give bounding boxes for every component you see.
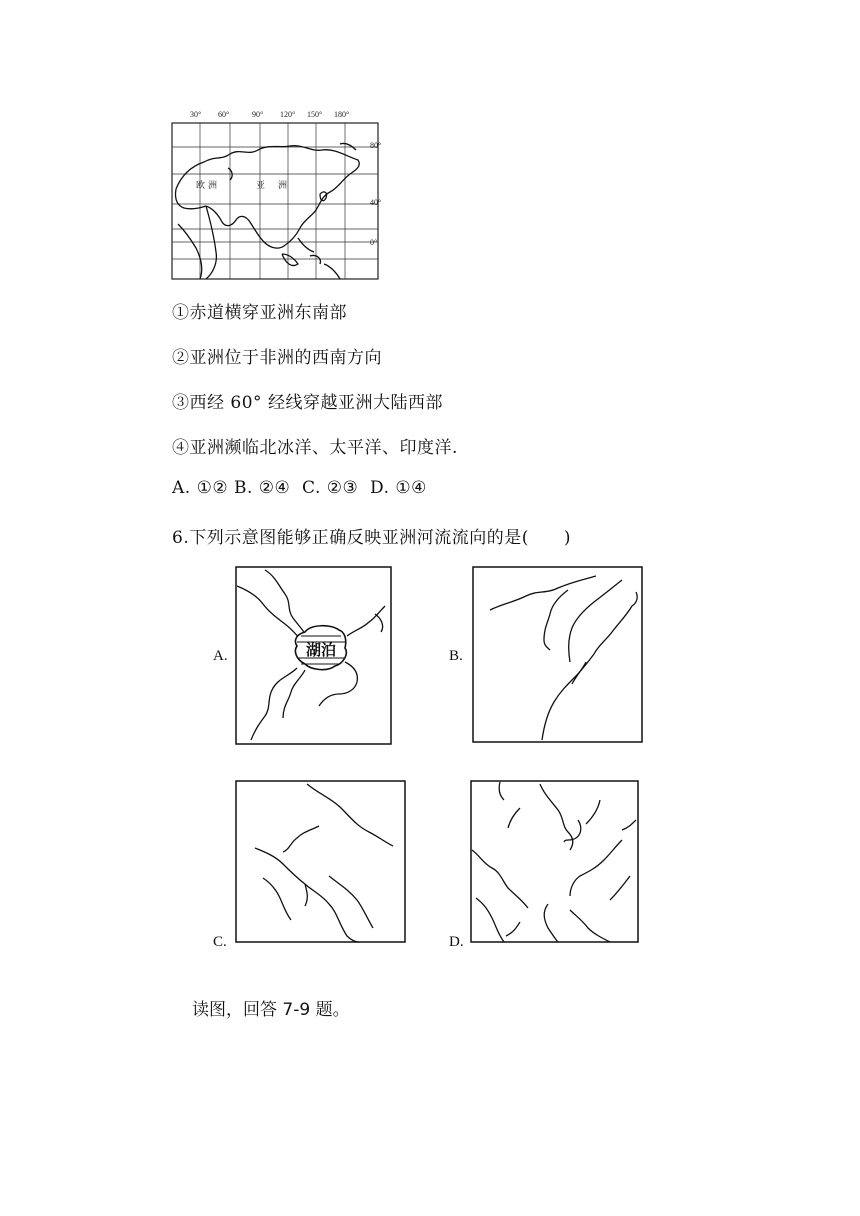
lake-label: 湖泊 [306, 641, 337, 659]
statement-4: ④亚洲濒临北冰洋、太平洋、印度洋. [172, 438, 458, 458]
map-label-asia-2: 洲 [278, 181, 288, 191]
lon-label-180: 180° [334, 110, 350, 119]
option-b-label: B. [449, 648, 463, 664]
statement-2: ②亚洲位于非洲的西南方向 [172, 348, 382, 368]
map-label-asia-1: 亚 [256, 181, 266, 191]
map-label-europe-1: 欧 [196, 181, 206, 191]
river-diagram-d [470, 780, 640, 944]
lon-label-150: 150° [307, 110, 323, 119]
lat-label-40: 40° [370, 198, 382, 207]
asia-map [170, 104, 390, 284]
lon-label-30: 30° [190, 110, 202, 119]
map-label-europe-2: 洲 [208, 181, 218, 191]
answer-options: A. ①② B. ②④ C. ②③ D. ①④ [172, 478, 427, 498]
option-a-label: A. [213, 648, 228, 664]
lat-label-0: 0° [370, 238, 378, 247]
lon-label-120: 120° [280, 110, 296, 119]
river-diagram-a [235, 566, 393, 746]
option-c-label: C. [213, 934, 227, 950]
question-6-stem: 6.下列示意图能够正确反映亚洲河流流向的是( ) [172, 528, 571, 548]
lat-label-80: 80° [370, 141, 382, 150]
statement-3: ③西经 60° 经线穿越亚洲大陆西部 [172, 393, 443, 413]
statement-1: ①赤道横穿亚洲东南部 [172, 303, 347, 323]
river-diagram-c [235, 780, 407, 944]
reading-instruction: 读图，回答 7-9 题。 [192, 1000, 350, 1020]
lon-label-60: 60° [218, 110, 230, 119]
lon-label-90: 90° [252, 110, 264, 119]
river-diagram-b [472, 566, 644, 744]
option-d-label: D. [449, 934, 464, 950]
